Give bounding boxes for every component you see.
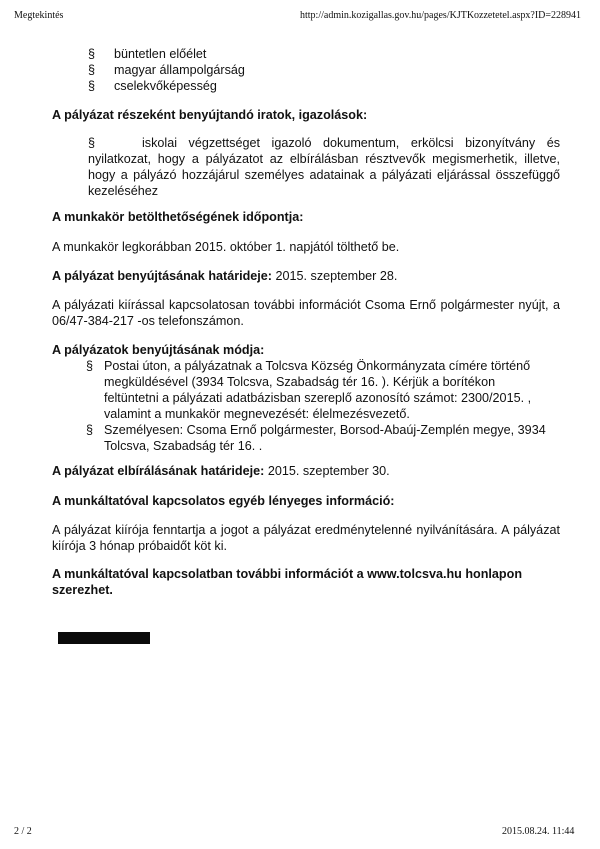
- conditions-list: [52, 46, 560, 94]
- deadline-value: 2015. szeptember 28.: [272, 269, 398, 283]
- print-footer-timestamp: 2015.08.24. 11:44: [502, 826, 575, 837]
- submission-heading: A pályázatok benyújtásának módja:: [52, 343, 265, 357]
- documents-item: [88, 135, 560, 199]
- documents-item-text: iskolai végzettséget igazoló dokumentum, erkölcsi bizonyítvány és nyilatkozat, hogy a pályázatot az elbírálásban résztvevők megismerhetik, illetve, hogy a pályázó hozzájárul személyes adatainak a pályázati eljárással összefüggő kezeléséhez: [88, 136, 560, 198]
- start-date-text: A munkakör legkorábban 2015. október 1. napjától tölthető be.: [52, 240, 400, 254]
- deadline-line: [52, 268, 560, 284]
- print-header-title: Megtekintés: [14, 10, 64, 21]
- list-item-text: magyar állampolgárság: [114, 63, 245, 77]
- section-mark: §: [88, 79, 96, 93]
- submission-item-personal: [86, 422, 546, 454]
- list-item-text: cselekvőképesség: [114, 79, 217, 93]
- redacted-signature-block: [58, 632, 150, 644]
- section-mark: §: [88, 63, 96, 77]
- submission-item-text: Személyesen: Csoma Ernő polgármester, Borsod-Abaúj-Zemplén megye, 3934 Tolcsva, Szabadság tér 16. .: [104, 423, 546, 453]
- list-item: [52, 46, 560, 62]
- employer-info-text: A pályázat kiírója fenntartja a jogot a pályázat eredménytelenné nyilvánítására. A pályázat kiírója 3 hónap próbaidőt köt ki.: [52, 523, 560, 553]
- print-footer-page: 2 / 2: [14, 826, 32, 837]
- section-mark: §: [86, 359, 94, 373]
- employer-info-heading: A munkáltatóval kapcsolatos egyéb lényeges információ:: [52, 494, 395, 508]
- section-mark: §: [88, 47, 96, 61]
- website-info-text: A munkáltatóval kapcsolatban további információt a www.tolcsva.hu honlapon szerezhet.: [52, 567, 523, 597]
- list-item: [52, 78, 560, 94]
- evaluation-label: A pályázat elbírálásának határideje:: [52, 464, 265, 478]
- section-mark: §: [86, 423, 94, 437]
- evaluation-line: [52, 463, 560, 479]
- deadline-label: A pályázat benyújtásának határideje:: [52, 269, 273, 283]
- list-item-text: büntetlen előélet: [114, 47, 207, 61]
- list-item: [52, 62, 560, 78]
- documents-heading: A pályázat részeként benyújtandó iratok, igazolások:: [52, 108, 368, 122]
- print-header-url: http://admin.kozigallas.gov.hu/pages/KJTKozzetetel.aspx?ID=228941: [300, 10, 582, 21]
- submission-item-text: Postai úton, a pályázatnak a Tolcsva Község Önkormányzata címére történő megküldésével (3934 Tolcsva, Szabadság tér 16. ). Kérjük a borítékon feltüntetni a pályázati adatbázisban szereplő azonosító számot: 2300/2015. , valamint a munkakör megnevezését: élelmezésvezető.: [104, 359, 532, 421]
- start-date-heading: A munkakör betölthetőségének időpontja:: [52, 210, 304, 224]
- contact-info-text: A pályázati kiírással kapcsolatosan további információt Csoma Ernő polgármester nyújt, a 06/47-384-217 -os telefonszámon.: [52, 298, 560, 328]
- submission-item-post: [86, 358, 546, 422]
- section-mark: §: [88, 136, 96, 150]
- evaluation-value: 2015. szeptember 30.: [264, 464, 390, 478]
